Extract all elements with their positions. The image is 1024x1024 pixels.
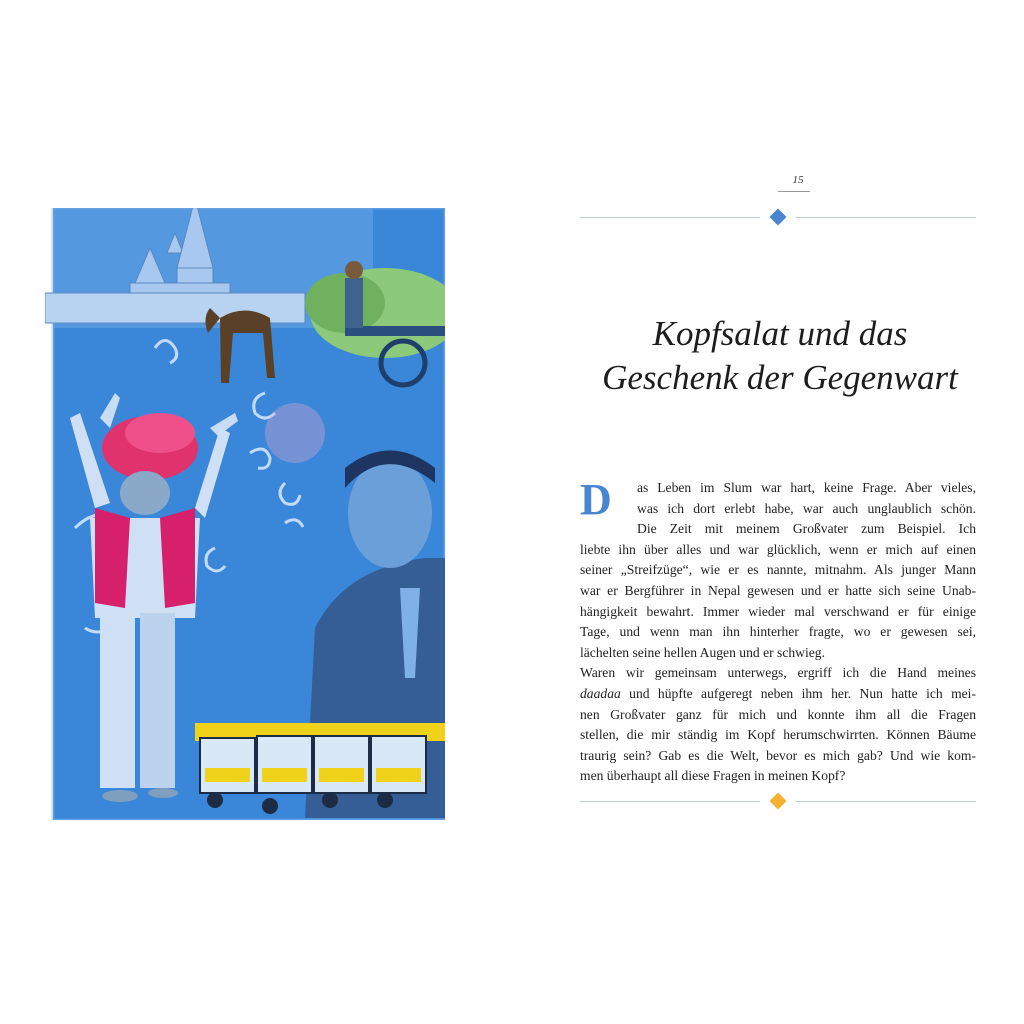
body-line: liebte ihn über alles und war glücklich, wenn er mich auf einen xyxy=(580,541,976,557)
divider-line xyxy=(580,217,760,218)
divider-line xyxy=(796,801,976,802)
blue-diamond-icon xyxy=(770,209,787,226)
page-number: 15 xyxy=(792,174,804,186)
divider-line xyxy=(580,801,760,802)
drop-cap: D xyxy=(580,475,612,524)
page-number-rule xyxy=(778,191,810,192)
body-line: seiner „Streifzüge“, wie er es nannte, mitnahm. Als junger Mann xyxy=(580,562,976,578)
collage-illustration xyxy=(45,208,445,820)
yellow-diamond-icon xyxy=(770,793,787,810)
body-line: daadaa und hüpfte aufgeregt neben ihm her. Nun hatte ich mei- xyxy=(580,685,976,701)
ornament-divider-bottom xyxy=(580,792,976,812)
body-line: Tage, und wenn man ihn hinterher fragte, wo er gewesen sei, xyxy=(580,624,976,640)
body-line: traurig sein? Gab es die Welt, bevor es mich gab? Und wie kom- xyxy=(580,747,976,763)
body-line: as Leben im Slum war hart, keine Frage. Aber vieles, xyxy=(637,480,976,495)
body-line: Die Zeit mit meinem Großvater zum Beispiel. Ich xyxy=(637,521,976,537)
body-line: hängigkeit bewahrt. Immer wieder mal verschwand er für einige xyxy=(580,603,976,619)
body-line: war er Bergführer in Nepal gewesen und er hatte sich seine Unab- xyxy=(580,582,976,598)
body-line: Waren wir gemeinsam unterwegs, ergriff ich die Hand meines xyxy=(580,665,976,681)
chapter-title-line-2: Geschenk der Gegenwart xyxy=(602,358,958,397)
text-page xyxy=(560,0,1000,1024)
ornament-divider-top xyxy=(580,208,976,228)
body-line: lächelten seine hellen Augen und er schwieg. xyxy=(580,644,825,660)
chapter-title-line-1: Kopfsalat und das xyxy=(652,314,908,353)
body-line: was ich dort erlebt habe, war auch unglaublich schön. xyxy=(637,500,976,516)
body-line: stellen, die mir ständig im Kopf herumschwirrten. Können Bäume xyxy=(580,727,976,743)
chapter-title xyxy=(560,312,1000,400)
body-line: men überhaupt all diese Fragen in meinen Kopf? xyxy=(580,768,846,784)
collage-svg xyxy=(45,208,445,820)
body-text xyxy=(580,475,976,787)
divider-line xyxy=(796,217,976,218)
body-line: nen Großvater ganz für mich und konnte ihm all die Fragen xyxy=(580,706,976,722)
